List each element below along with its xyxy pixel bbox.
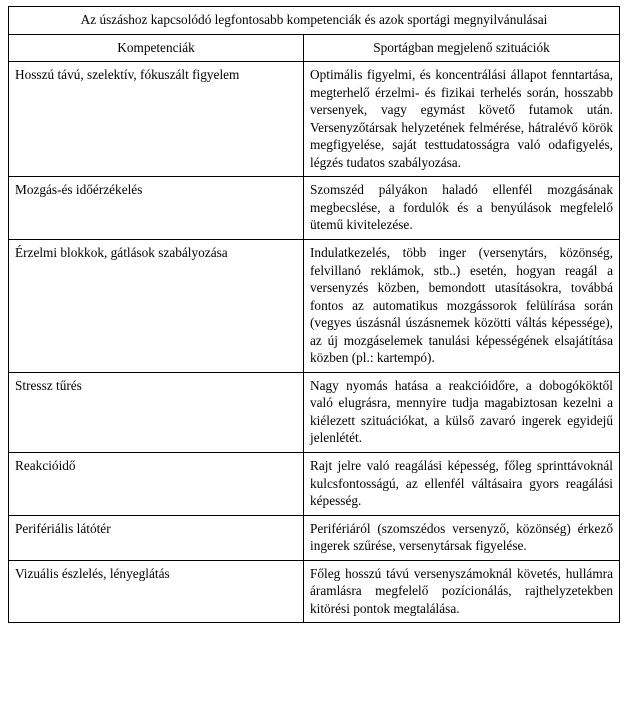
table-row <box>9 177 620 240</box>
competency-label: Mozgás-és időérzékelés <box>9 177 304 240</box>
table-row <box>9 515 620 560</box>
page-title: Az úszáshoz kapcsolódó legfontosabb kompetenciák és azok sportági megnyilvánulásai <box>9 7 620 35</box>
situation-text: Perifériáról (szomszédos versenyző, közönség) érkező ingerek szűrése, versenytársak figyelése. <box>304 515 620 560</box>
competency-table <box>8 6 620 623</box>
situation-text: Indulatkezelés, több inger (versenytárs, közönség, felvillanó reklámok, stb..) esetén, hogyan reagál a versenyzés közben, bemondott utasításokra, továbbá fontos az automatikus mozgássorok felülírása során (vegyes úszásnál úszásnemek közötti váltás képessége), az új mozgáselemek tanulási képességének elsajátítása közben (pl.: kartempó). <box>304 240 620 373</box>
table-header-row <box>9 34 620 62</box>
table-row <box>9 372 620 452</box>
column-header-competencies: Kompetenciák <box>9 34 304 62</box>
situation-text: Szomszéd pályákon haladó ellenfél mozgásának megbecslése, a fordulók és a benyúlások megfelelő ütemű kivitelezése. <box>304 177 620 240</box>
competency-label: Perifériális látótér <box>9 515 304 560</box>
situation-text: Főleg hosszú távú versenyszámoknál követés, hullámra áramlásra megfelelő pozícionálás, rajthelyzetekben kitörési pontok megtalálása. <box>304 560 620 623</box>
competency-label: Érzelmi blokkok, gátlások szabályozása <box>9 240 304 373</box>
competency-label: Hosszú távú, szelektív, fókuszált figyelem <box>9 62 304 177</box>
table-row <box>9 453 620 516</box>
competency-label: Vizuális észlelés, lényeglátás <box>9 560 304 623</box>
competency-label: Stressz tűrés <box>9 372 304 452</box>
situation-text: Optimális figyelmi, és koncentrálási állapot fenntartása, megterhelő érzelmi- és fizikai terhelés során, hosszabb versenyek, vagy egymást követő futamok után. Versenyzőtársak helyzetének felmérése, hátralévő körök megfigyelése, saját testtudatosságra való odafigyelés, légzés tudatos szabályozása. <box>304 62 620 177</box>
table-row <box>9 62 620 177</box>
column-header-situations: Sportágban megjelenő szituációk <box>304 34 620 62</box>
table-row <box>9 560 620 623</box>
competency-label: Reakcióidő <box>9 453 304 516</box>
table-title-row <box>9 7 620 35</box>
table-row <box>9 240 620 373</box>
situation-text: Nagy nyomás hatása a reakcióidőre, a dobogóköktől való elugrásra, mennyire tudja magabiztosan kezelni a kiélezett szituációkat, a külső zavaró ingerek egyidejű jelenlétét. <box>304 372 620 452</box>
situation-text: Rajt jelre való reagálási képesség, főleg sprinttávoknál kulcsfontosságú, az ellenfél váltásaira gyors reagálási képesség. <box>304 453 620 516</box>
